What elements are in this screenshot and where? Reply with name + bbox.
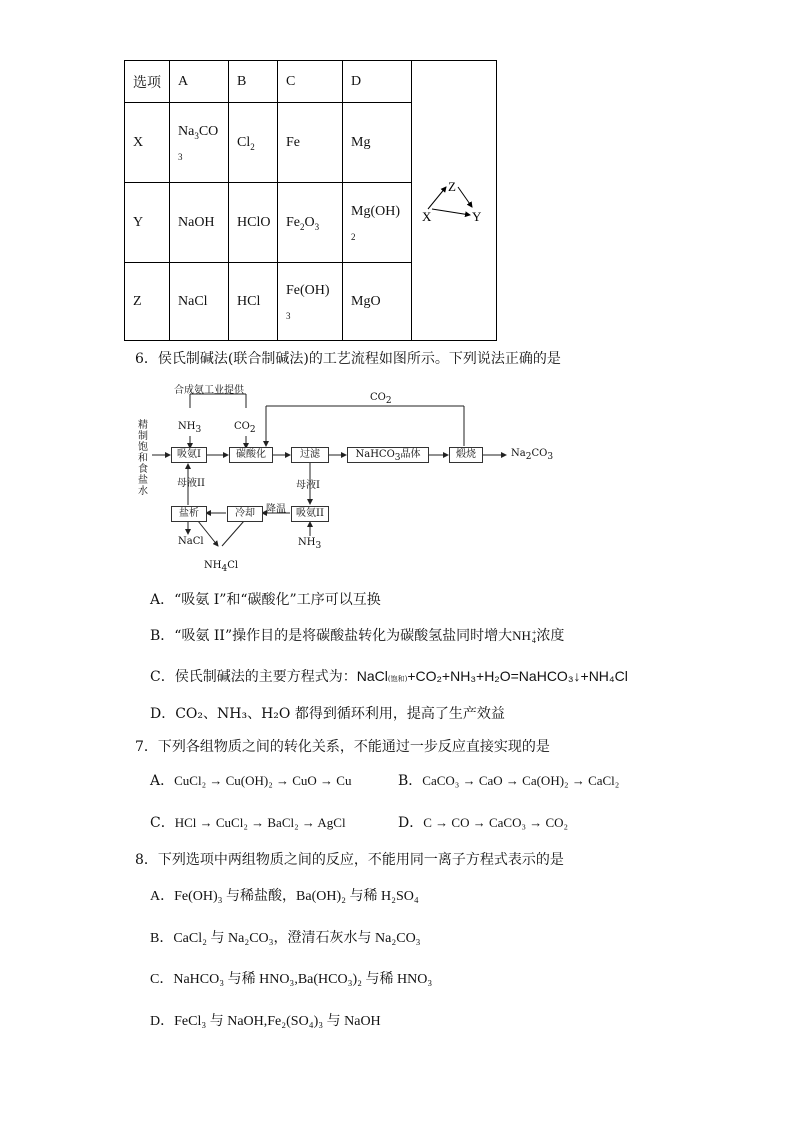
cell-b: HClO <box>229 183 278 263</box>
header-cell: B <box>229 61 278 103</box>
brine-label: 精 制 饱 和 食 盐 水 <box>138 420 148 497</box>
box-cooling: 冷却 <box>227 506 263 522</box>
mother-liquor-1-label: 母液I <box>296 480 320 491</box>
header-cell: 选项 <box>125 61 170 103</box>
box-carbonation: 碳酸化 <box>229 447 273 463</box>
q8-option-a: A．Fe(OH)₃ 与稀盐酸，Ba(OH)₂ 与稀 H₂SO₄ <box>150 889 419 904</box>
q8-option-b: B．CaCl₂ 与 Na₂CO₃，澄清石灰水与 Na₂CO₃ <box>150 931 421 946</box>
cell-a: $Na_3CO$ 3 <box>170 103 229 183</box>
cell-c: $Fe_2O_3$ <box>278 183 343 263</box>
cycle-y: Y <box>472 208 482 224</box>
q7-option-d: D．C → CO → CaCO₃ → CO₂ <box>398 815 569 831</box>
co2-recycle-label: $CO_2$ <box>370 392 392 406</box>
cell-b: $Cl_2$ <box>229 103 278 183</box>
cell-c: Fe(OH) 3 <box>278 263 343 341</box>
cell-c: Fe <box>278 103 343 183</box>
arrow-z-y <box>458 187 472 207</box>
cycle-x: X <box>422 208 432 224</box>
box-calcine: 煅烧 <box>449 447 483 463</box>
arrow-x-z <box>428 187 446 209</box>
q8-stem: 8．下列选项中两组物质之间的反应，不能用同一离子方程式表示的是 <box>135 852 564 868</box>
q8-option-d: D．FeCl₃ 与 NaOH,Fe₂(SO₄)₃ 与 NaOH <box>150 1014 381 1029</box>
q7-option-c: C．HCl → CuCl₂ → BaCl₂ → AgCl <box>150 815 346 831</box>
cycle-z: Z <box>448 178 456 194</box>
options-table <box>124 60 497 341</box>
cell-a: NaOH <box>170 183 229 263</box>
product-label: $Na_2CO_3$ <box>511 448 554 462</box>
mother-liquor-2-label: 母液II <box>177 478 205 489</box>
table-header-row <box>125 61 497 103</box>
q8-option-c: C．NaHCO₃ 与稀 HNO₃,Ba(HCO₃)₂ 与稀 HNO₃ <box>150 972 433 987</box>
cool-temp-label: 降温 <box>266 504 286 515</box>
q6-option-b: B．“吸氨 II”操作目的是将碳酸盐转化为碳酸氢盐同时增大NH+ 4浓度 <box>150 628 565 646</box>
q6-option-c: C．侯氏制碱法的主要方程式为：NaCl(饱和)+CO₂+NH₃+H₂O=NaHCO₃↓+NH₄Cl <box>150 668 628 685</box>
nh3-label: $NH_3$ <box>178 421 202 435</box>
cell-b: HCl <box>229 263 278 341</box>
box-absorb-ammonia-1: 吸氨I <box>171 447 207 463</box>
row-label: Z <box>125 263 170 341</box>
provider-label: 合成氨工业提供 <box>174 385 244 396</box>
cell-d: Mg <box>343 103 412 183</box>
q7-option-b: B．CaCO₃ → CaO → Ca(OH)₂ → CaCl₂ <box>398 773 620 789</box>
box-nahco3-crystal: NaHCO$_3$晶体 <box>347 447 429 463</box>
box-filter: 过滤 <box>291 447 329 463</box>
co2-label: $CO_2$ <box>234 421 256 435</box>
arrow-x-y <box>432 209 470 215</box>
row-label: X <box>125 103 170 183</box>
nh3-bottom-label: $NH_3$ <box>298 537 322 551</box>
box-salting-out: 盐析 <box>171 506 207 522</box>
cell-d: Mg(OH) 2 <box>343 183 412 263</box>
q6-option-a: A．“吸氨 I”和“碳酸化”工序可以互换 <box>150 592 381 608</box>
header-cell: D <box>343 61 412 103</box>
q6-stem: 6．侯氏制碱法(联合制碱法)的工艺流程如图所示。下列说法正确的是 <box>135 351 561 367</box>
row-label: Y <box>125 183 170 263</box>
q6-option-d: D．CO₂、NH₃、H₂O 都得到循环利用，提高了生产效益 <box>150 706 505 722</box>
box-absorb-ammonia-2: 吸氨II <box>291 506 329 522</box>
cycle-diagram <box>412 63 496 339</box>
cycle-cell <box>412 61 497 341</box>
header-cell: A <box>170 61 229 103</box>
cell-a: NaCl <box>170 263 229 341</box>
q7-stem: 7．下列各组物质之间的转化关系，不能通过一步反应直接实现的是 <box>135 739 550 755</box>
nh4cl-label: $NH_4Cl$ <box>204 560 239 574</box>
cell-d: MgO <box>343 263 412 341</box>
q7-option-a: A．CuCl₂ → Cu(OH)₂ → CuO → Cu <box>150 773 352 789</box>
nacl-label: NaCl <box>178 536 204 547</box>
header-cell: C <box>278 61 343 103</box>
